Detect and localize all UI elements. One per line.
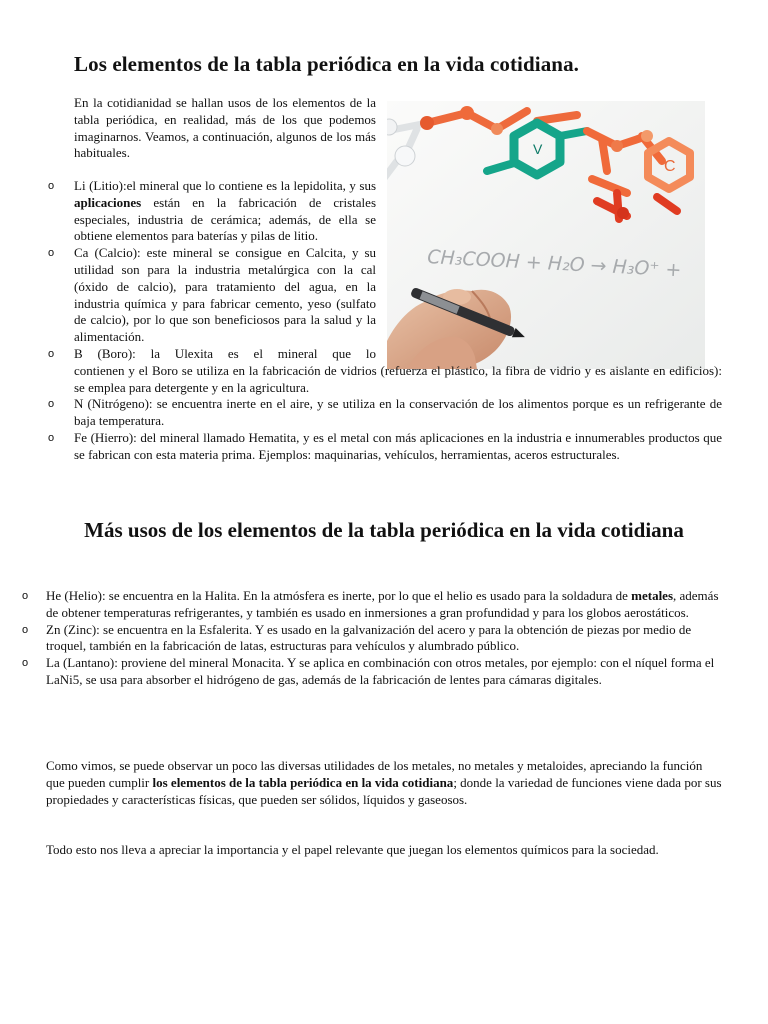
section-title: Los elementos de la tabla periódica en la vida cotidiana. <box>74 52 580 76</box>
item-text: , además de obtener temperaturas refrigerantes, y también es usado en inmersiones a gran profundidad y para los globos aerostáticos. <box>46 588 719 620</box>
section-title-2: Más usos de los elementos de la tabla periódica en la vida cotidiana <box>84 518 684 542</box>
list-item-li <box>48 178 376 245</box>
elements-list-1 <box>48 178 722 464</box>
item-text: contienen y el Boro se utiliza en la fabricación de vidrios (refuerza el plástico, la fibra de vidrio y es aislante en edificios): se emplea para detergente y en la agricultura. <box>74 362 722 395</box>
elements-list-2 <box>22 588 722 689</box>
bullet: o <box>48 398 55 411</box>
conclusion-text: ; donde la variedad de funciones viene dada por sus propiedades y características físicas, que pueden ser sólidos, líquidos y gaseosos. <box>46 774 722 807</box>
bullet: o <box>22 623 29 636</box>
list-item-ca <box>48 245 376 346</box>
conclusion-bold: los elementos de la tabla periódica en la vida cotidiana <box>152 774 454 790</box>
item-text: La (Lantano): proviene del mineral Monacita. Y se aplica en combinación con otros metales, por ejemplo: con el níquel forma el LaNi5, se usa para absorber el hidrógeno de gas, además de la fabricación de lentes para cámaras digitales. <box>46 655 715 687</box>
list-item-fe <box>48 429 722 464</box>
conclusion-text: Como vimos, se puede observar un poco las diversas utilidades de los metales, no metales y metaloides, apreciando la función que pueden cumplir <box>46 758 703 790</box>
item-text: Fe (Hierro): del mineral llamado Hematita, y es el metal con más aplicaciones en la industria e innumerables productos que se fabrican con esta materia prima. Ejemplos: maquinarias, vehículos, herramientas, aceros estructurales. <box>74 429 722 462</box>
item-text: N (Nitrógeno): se encuentra inerte en el aire, y se utiliza en la conservación de los alimentos porque es un refrigerante de baja temperatura. <box>74 396 722 429</box>
ring-letter: C <box>664 158 676 175</box>
item-text: He (Helio): se encuentra en la Halita. En la atmósfera es inerte, por lo que el helio es usado para la soldadura de <box>46 588 632 603</box>
list-item-zn <box>22 621 722 656</box>
item-text: Ca (Calcio): este mineral se consigue en Calcita, y su utilidad son para la industria metalúrgica con la cal (óxido de calcio), para tratamiento del agua, en la industria química y para fabricar cemento, yeso (sulfato de calcio), por lo que son beneficiosos para la salud y la alimentación. <box>74 245 376 345</box>
svg-text:V: V <box>533 141 543 157</box>
applications-bold: aplicaciones <box>74 194 142 210</box>
bullet: o <box>48 247 55 260</box>
bullet: o <box>22 590 29 602</box>
intro-paragraph: En la cotidianidad se hallan usos de los elementos de la tabla periódica, en realidad, más de los que podemos imaginarnos. Veamos, a continuación, algunos de los más habituales. <box>74 95 376 161</box>
conclusion-paragraph <box>46 758 722 808</box>
formula-text: CH₃COOH + H₂O → H₃O⁺ + <box>426 246 682 282</box>
item-text: están en la fabricación de cristales especiales, industria de cerámica; además, de ella se obtiene elementos para baterías y pilas de litio. <box>74 194 376 244</box>
list-item-he <box>22 588 722 622</box>
item-text: Zn (Zinc): se encuentra en la Esfalerita. Y es usado en la galvanización del acero y para la obtención de piezas por medio de troquel, también en la fabricación de latas, estructuras para vehículos y alumbrado público. <box>46 621 692 654</box>
bullet: o <box>48 347 55 360</box>
bullet: o <box>22 657 29 670</box>
list-item-n <box>48 396 722 430</box>
item-text: B (Boro): la Ulexita es el mineral que lo <box>74 345 376 361</box>
metals-bold: metales <box>631 588 674 603</box>
list-item-b <box>48 345 722 396</box>
item-text: Li (Litio):el mineral que lo contiene es la lepidolita, y sus <box>74 178 376 193</box>
bullet: o <box>48 180 55 192</box>
list-item-la <box>22 655 722 689</box>
closing-paragraph: Todo esto nos lleva a apreciar la importancia y el papel relevante que juegan los elementos químicos para la sociedad. <box>46 842 659 857</box>
bullet: o <box>48 431 55 444</box>
